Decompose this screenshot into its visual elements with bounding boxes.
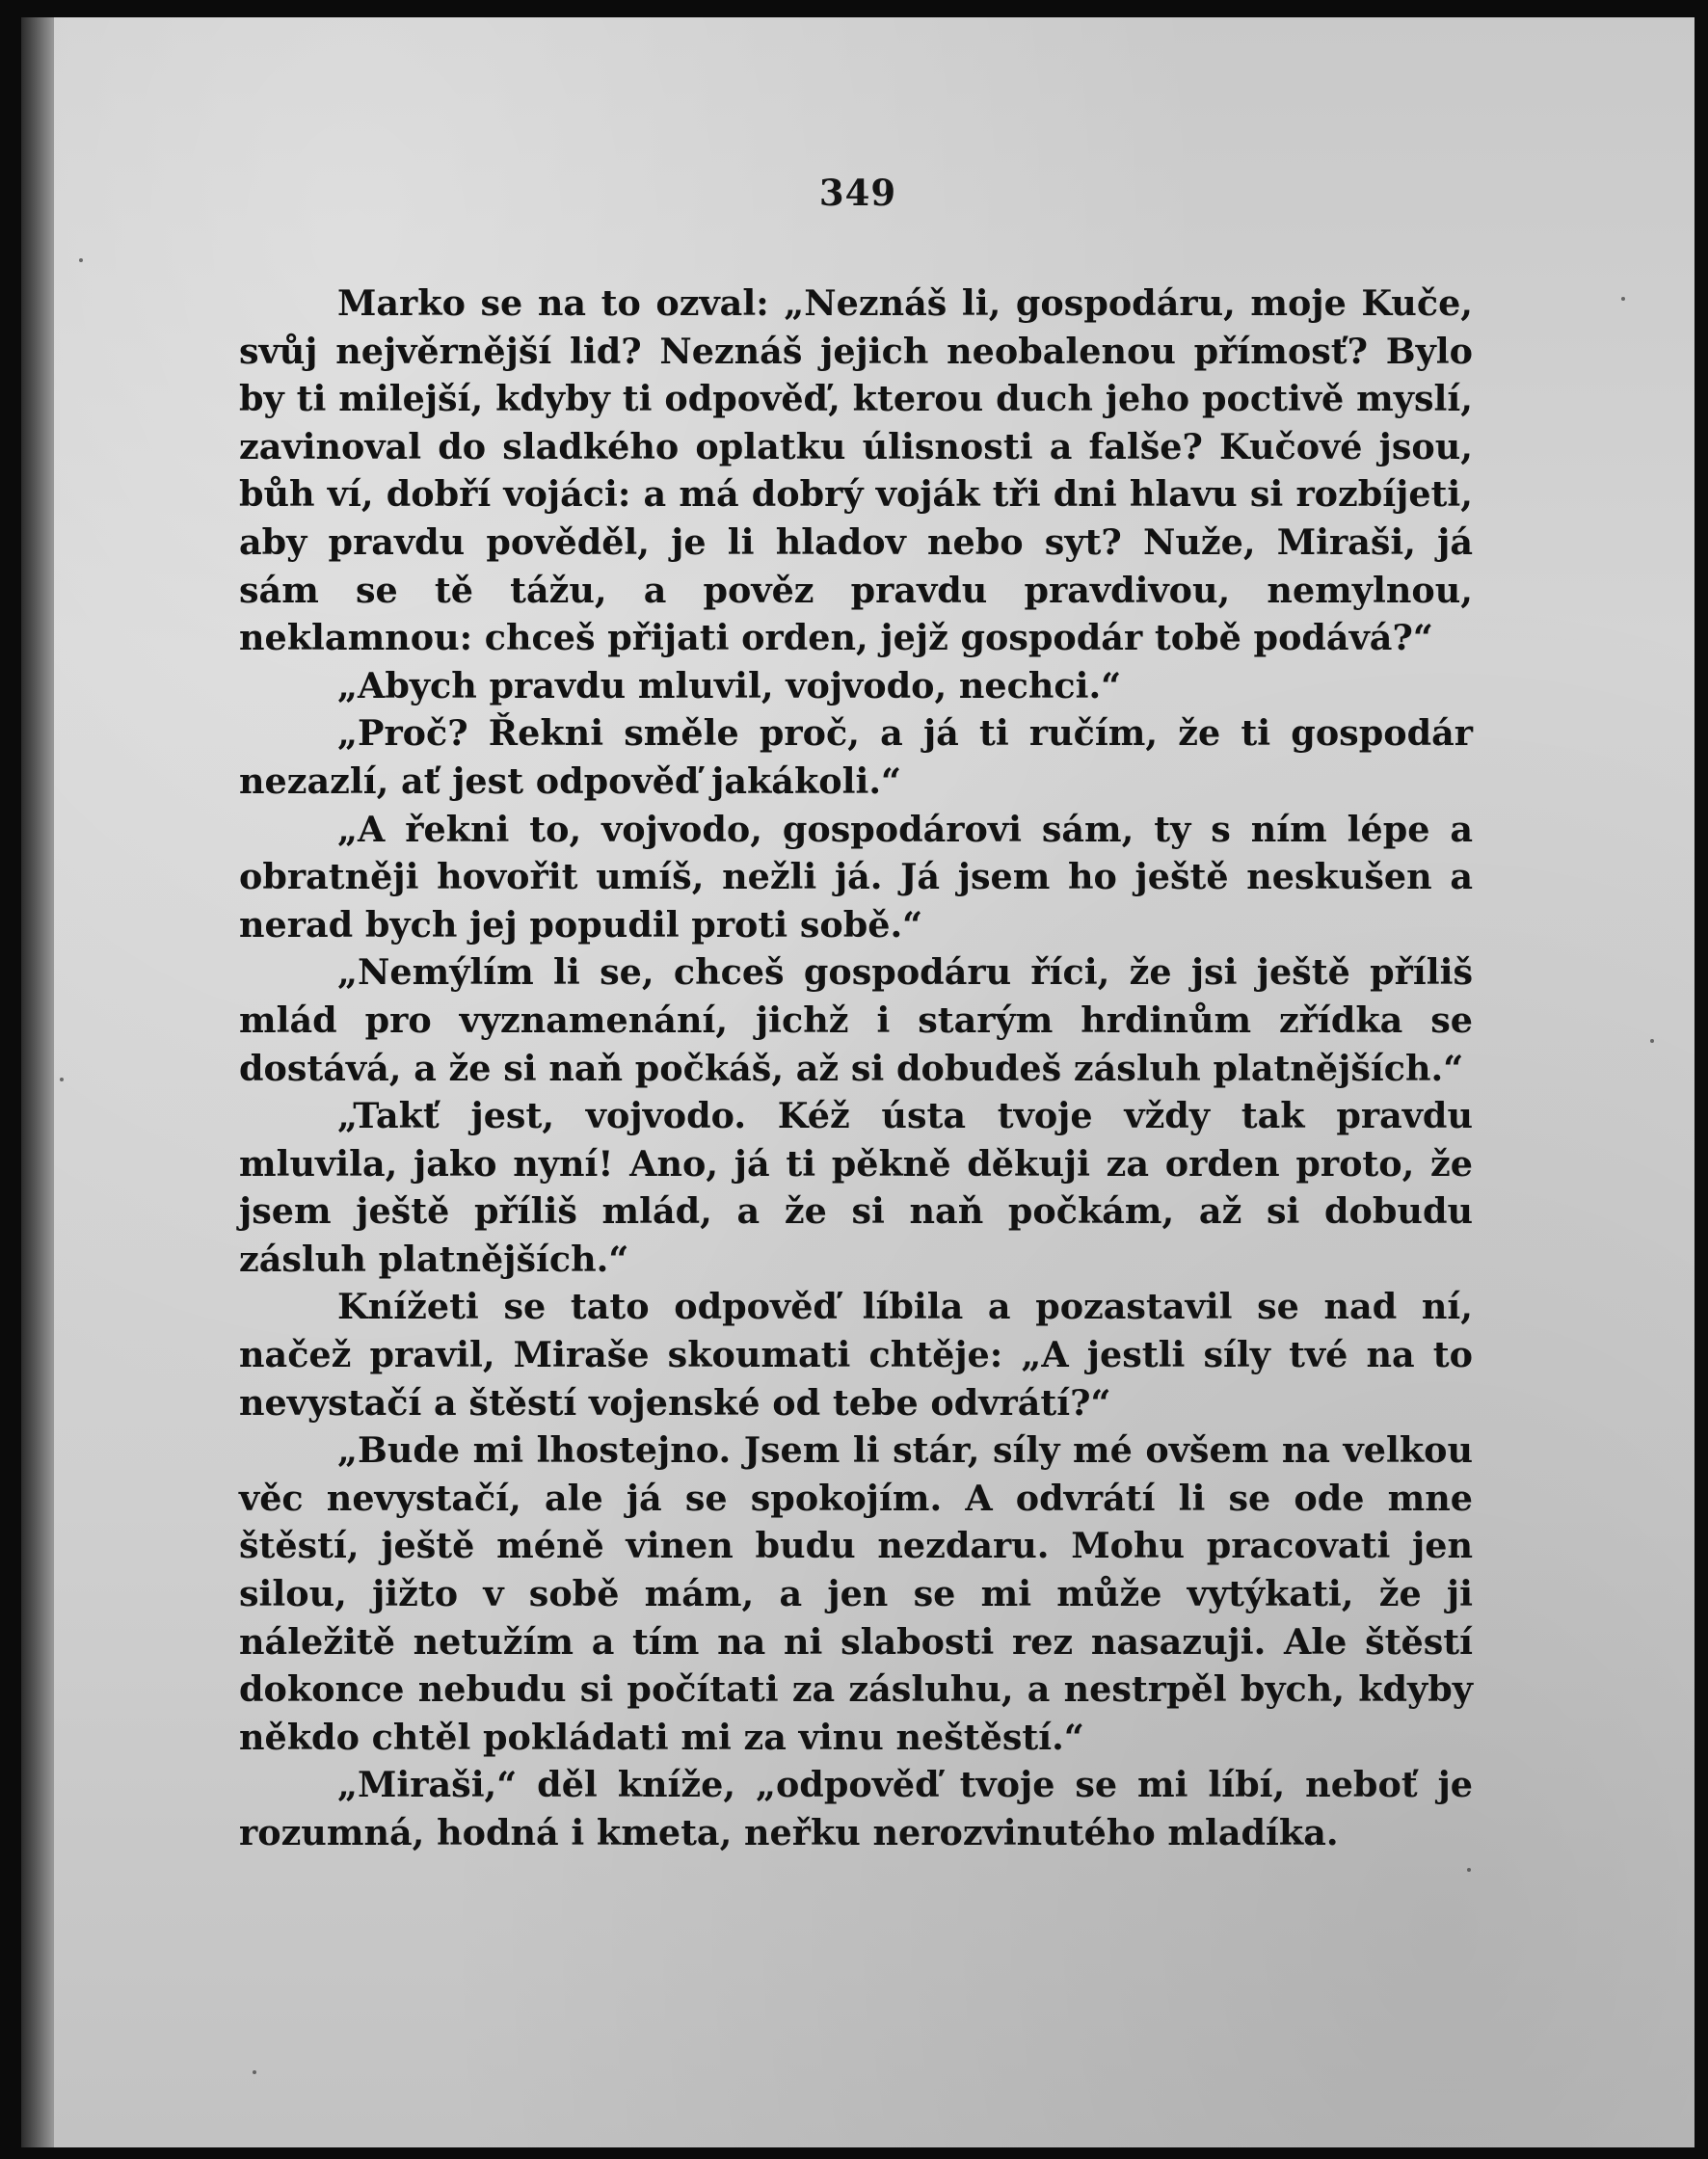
paragraph: „Abych pravdu mluvil, vojvodo, nechci.“: [337, 664, 1122, 706]
body-text: [239, 280, 1473, 1857]
print-speck: [1650, 1039, 1654, 1043]
paragraph: „Bude mi lhostejno. Jsem li stár, síly mé ovšem na velkou věc nevystačí, ale já se spokojím. A odvrátí li se ode mne štěstí, ještě méně vinen budu nezdaru. Mohu pracovati jen silou, jižto v sobě mám, a jen se mi může vytýkati, že ji náležitě netužím a tím na ni slabosti rez nasazuji. Ale štěstí dokonce nebudu si počítati za zásluhu, a nestrpěl bych, kdyby někdo chtěl pokládati mi za vinu neštěstí.“: [239, 1429, 1473, 1758]
paragraph: „Nemýlím li se, chceš gospodáru říci, že jsi ještě příliš mlád pro vyznamenání, jichž i starým hrdinům zřídka se dostává, a že si naň počkáš, až si dobudeš zásluh platnějších.“: [239, 951, 1473, 1089]
paragraph: Marko se na to ozval: „Neznáš li, gospodáru, moje Kuče, svůj nejvěrnější lid? Neznáš jejich neobalenou přímosť? Bylo by ti milejší, kdyby ti odpověď, kterou duch jeho poctivě myslí, zavinoval do sladkého oplatku úlisnosti a falše? Kučové jsou, bůh ví, dobří vojáci: a má dobrý voják tři dni hlavu si rozbíjeti, aby pravdu pověděl, je li hladov nebo syt? Nuže, Miraši, já sám se tě tážu, a pověz pravdu pravdivou, nemylnou, neklamnou: chceš přijati orden, jejž gospodár tobě podává?“: [239, 282, 1473, 659]
print-speck: [253, 2070, 256, 2074]
print-speck: [1621, 297, 1625, 301]
paragraph: „A řekni to, vojvodo, gospodárovi sám, ty s ním lépe a obratněji hovořit umíš, nežli já. Já jsem ho ještě neskušen a nerad bych jej popudil proti sobě.“: [239, 808, 1473, 946]
page-number: 349: [818, 172, 897, 214]
paragraph: „Takť jest, vojvodo. Kéž ústa tvoje vždy tak pravdu mluvila, jako nyní! Ano, já ti pěkně děkuji za orden proto, že jsem ještě příliš mlád, a že si naň počkám, až si dobudu zásluh platnějších.“: [239, 1095, 1473, 1280]
print-speck: [79, 258, 83, 262]
paragraph: „Proč? Řekni směle proč, a já ti ručím, že ti gospodár nezazlí, ať jest odpověď jakákoli.“: [239, 712, 1473, 802]
paragraph: Knížeti se tato odpověď líbila a pozastavil se nad ní, načež pravil, Miraše skoumati chtěje: „A jestli síly tvé na to nevystačí a štěstí vojenské od tebe odvrátí?“: [239, 1286, 1473, 1424]
print-speck: [1467, 1868, 1471, 1872]
book-page: [21, 17, 1695, 2147]
paragraph: „Miraši,“ děl kníže, „odpověď tvoje se mi líbí, neboť je rozumná, hodná i kmeta, neřku nerozvinutého mladíka.: [239, 1764, 1473, 1853]
page-binding-edge: [21, 17, 54, 2147]
print-speck: [60, 1078, 64, 1081]
